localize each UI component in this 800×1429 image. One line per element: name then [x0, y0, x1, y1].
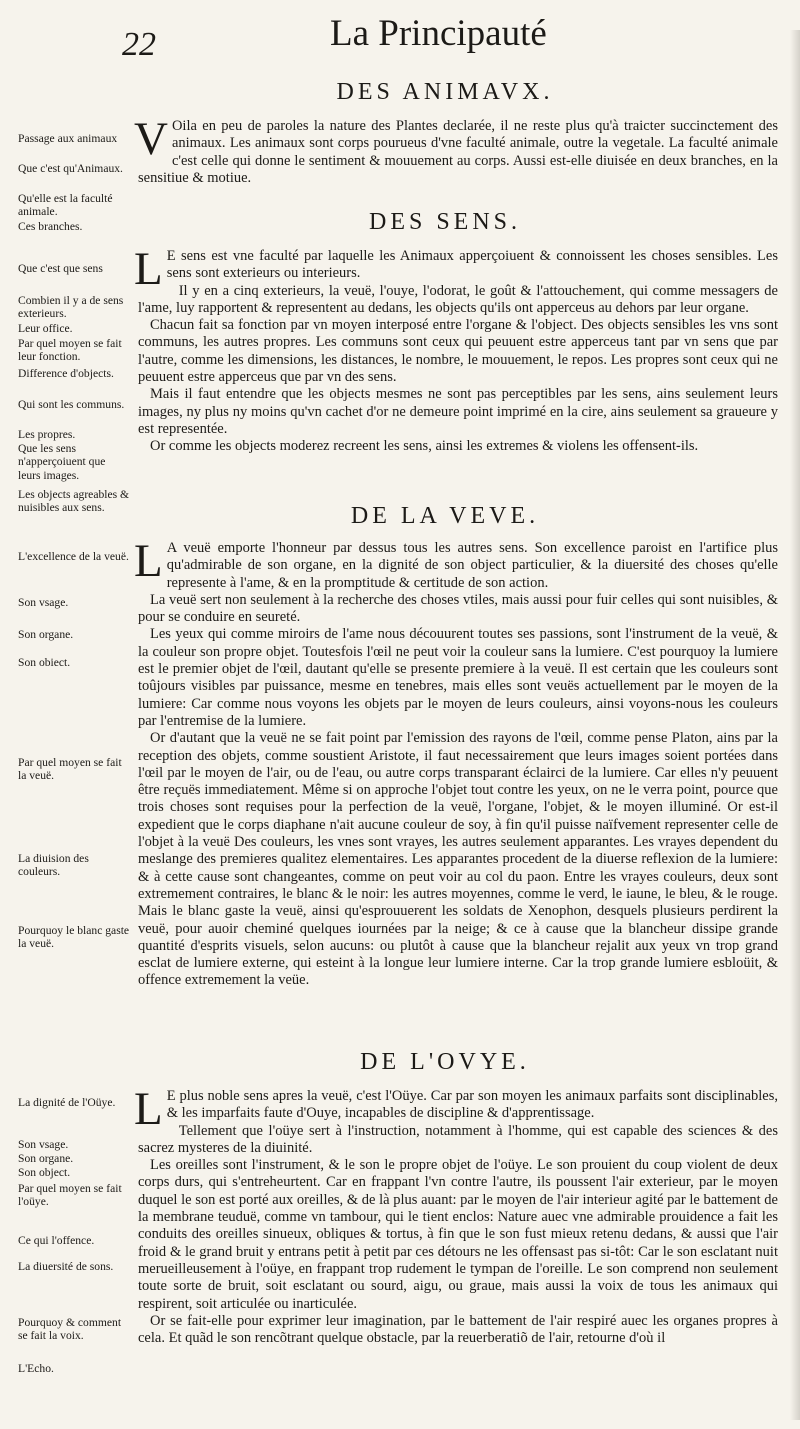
paragraph: V Oila en peu de paroles la nature des Plantes declarée, il ne reste plus qu'à traicter succinctement des animaux. Les animaux sont corps pourueus d'vne faculté animale, outre la vegetale. La faculté animale c'est celle qui donne le sentiment & mouuement au corps. Aussi est-elle diuisée en deux branches, en la sensitiue & motiue. [134, 113, 778, 186]
paragraph: Les oreilles sont l'instrument, & le son le propre objet de l'oüye. Le son prouient du coup violent de deux corps durs, qui s'entreheurtent. Car en frappant l'vn contre l'autre, ils poussent l'air exterieur, par le moyen duquel le son est porté aux oreilles, & de là plus auant: par le moyen de l'air interieur agité par le battement de la membrane teuduë, comme vn tambour, qui le tient enclos: Nature auec vne admirable prouidence a fait les conduits des oreilles sinueux, obliques & tortus, à fin que le son fust mieux retenu dedans, & aussi que l'air froid & le grand bruit y entrans petit à petit par ces détours ne les offensast pas si-tôt: Car le son esclatant nuit merueilleusement à l'oüye, en frappant trop rudement le tympan de l'oreille. Le son comprend non seulement toute sorte de bruit, soit esclatant ou sourd, aigu, ou graue, mais aussi la voix de tous les animaux qui respirent, soit articulée ou inarticulée. [138, 1157, 778, 1312]
page-number: 22 [122, 26, 156, 63]
margin-note: Par quel moyen se fait la veuë. [18, 756, 122, 783]
margin-note: La diuersité de sons. [18, 1260, 114, 1273]
margin-note: La dignité de l'Oüye. [18, 1096, 116, 1109]
margin-note: Que les sens n'apperçoiuent que leurs images. [18, 442, 106, 482]
margin-note: Leur office. [18, 322, 73, 335]
margin-note: Son organe. [18, 1152, 74, 1165]
margin-note: Qui sont les communs. [18, 398, 125, 411]
margin-note: Que c'est qu'Animaux. [18, 162, 123, 175]
margin-note: Ces branches. [18, 220, 83, 233]
paragraph: L A veuë emporte l'honneur par dessus tous les autres sens. Son excellence paroist en l'artifice plus qu'admirable de son organe, en la dignité de son object particulier, & la diuersité des choses qu'elle represente à l'ame, & en la promptitude & certitude de son action. [134, 535, 778, 591]
margin-note: L'excellence de la veuë. [18, 550, 129, 563]
paragraph: La veuë sert non seulement à la recherche des choses vtiles, mais aussi pour fuir celles qui sont nuisibles, & pour se conduire en seureté. [138, 591, 778, 626]
margin-note: Par quel moyen se fait leur fonction. [18, 337, 122, 364]
section-title-animaux: DES ANIMAVX. [336, 79, 554, 105]
margin-note: Combien il y a de sens exterieurs. [18, 294, 124, 321]
section-title-ouye: DE L'OVYE. [360, 1049, 530, 1075]
margin-note: Son object. [18, 1166, 71, 1179]
margin-note: Par quel moyen se fait l'oüye. [18, 1182, 122, 1209]
paragraph: L E plus noble sens apres la veuë, c'est l'Oüye. Car par son moyen les animaux parfaits sont disciplinables, & les imparfaits faute d'Ouye, incapables de discipline & d'apprentissage. [134, 1083, 778, 1135]
margin-note: Les objects agreables & nuisibles aux sens. [18, 488, 130, 515]
margin-note: Pourquoy le blanc gaste la veuë. [18, 924, 130, 951]
section-title-veue: DE LA VEVE. [350, 503, 540, 529]
margin-note: L'Echo. [18, 1362, 54, 1375]
section-title-sens: DES SENS. [368, 209, 522, 235]
drop-cap: L [134, 243, 163, 295]
margin-note: Son organe. [18, 628, 74, 641]
drop-cap: V [134, 113, 168, 165]
paragraph: Or se fait-elle pour exprimer leur imagination, par le battement de l'air respiré auec les organes propres à cela. Et quãd le son rencõtrant quelque obstacle, par la reuerberatiõ de l'air, retourne d'où il [138, 1312, 778, 1347]
paragraph: Mais il faut entendre que les objects mesmes ne sont pas perceptibles par les sens, ains seulement leurs images, ny plus ny moins qu'vn cachet d'or ne demeure point imprimé en la cire, ains seulement sa graueure y est representée. [138, 386, 778, 437]
margin-note: Son obiect. [18, 656, 71, 669]
paragraph: Il y en a cinq exterieurs, la veuë, l'ouye, l'odorat, le goût & l'attouchement, qui comme messagers de l'ame, luy rapportent & representent au dedans, les objects qu'ils ont apperceus au dehors par leur organe. [138, 282, 778, 316]
margin-note: Ce qui l'offence. [18, 1234, 95, 1247]
margin-note: Difference d'objects. [18, 367, 114, 380]
paragraph: Chacun fait sa fonction par vn moyen interposé entre l'organe & l'object. Des objects sensibles les vns sont communs, les autres propres. Les communs sont ceux qui peuuent estre apperceus tant par vn sens que par l'autre, comme les dimensions, les distances, le nombre, le mouuement, le repos. Les propres sont ceux qui ne peuuent estre apperceus que par vn des sens. [138, 317, 778, 386]
section-body-veue [134, 535, 778, 990]
margin-note: Son vsage. [18, 596, 69, 609]
drop-cap: L [134, 1083, 163, 1135]
margin-note: Son vsage. [18, 1138, 69, 1151]
section-body-ouye [134, 1083, 778, 1347]
section-body-animaux [134, 113, 778, 187]
paragraph: Or d'autant que la veuë ne se fait point par l'emission des rayons de l'œil, comme pense Platon, ains par la reception des objets, comme soustient Aristote, il faut necessairement que leurs images soient portées dans l'œil par le moyen de l'air, ou de l'eau, ou autre corps transparant éclairci de la lumiere. Car elles n'y peuuent être reçuës immediatement. Même si on approche l'objet tout contre les yeux, on ne le verra point, pource que trois choses sont requises pour la perfection de la veuë, l'organe, l'objet, & le moyen illuminé. Or est-il expedient que le corps diaphane n'ait aucune couleur de soy, à fin qu'il puisse naïfvement representer celle de l'objet à la veuë Des couleurs, les vnes sont vrayes, les autres seulement apparantes. Les vrayes dependent du meslange des premieres qualitez elementaires. Les apparantes procedent de la diuerse reflexion de la lumiere: & à cette cause sont changeantes, comme on peut voir au col du paon. Entre les vrayes couleurs, deux sont extremement contraires, le blanc & le noir: les autres moyennes, comme le verd, le iaune, le bleu, & le rouge. Mais le blanc gaste la veuë, ainsi qu'esprouuerent les soldats de Xenophon, desquels plusieurs perdirent la veuë, pour auoir cheminé quelques iournées par la neige; & ce à cause que la blancheur dissipe grande quantité d'esprits visuels, selon aucuns: ou plutôt à cause que la blancheur rejalit aux yeux vn trop grand esclat de lumiere externe, qui esteint à la longue leur lumiere interne. Car la trop grande lumiere esbloüit, & offence extremement la veüe. [138, 730, 778, 989]
paragraph: L E sens est vne faculté par laquelle les Animaux apperçoiuent & connoissent les choses sensibles. Les sens sont exterieurs ou interieurs. [134, 243, 778, 295]
margin-note: Pourquoy & comment se fait la voix. [18, 1316, 122, 1343]
margin-note: Passage aux animaux [18, 132, 118, 145]
paragraph: Or comme les objects moderez recreent les sens, ainsi les extremes & violens les offensent-ils. [150, 438, 699, 455]
paragraph: Tellement que l'oüye sert à l'instruction, notamment à l'homme, qui est capable des sciences & des sacrez mysteres de la diuinité. [138, 1122, 778, 1156]
paragraph: Les yeux qui comme miroirs de l'ame nous découurent toutes ses passions, sont l'instrument de la veuë, & la couleur son propre objet. Toutesfois l'œil ne peut voir la couleur sans la lumiere. C'est pourquoy la lumiere est le premier objet de l'œil, dautant qu'elle se presente premiere à la veuë. Il est certain que les couleurs sont toûjours visibles par puissance, mesme en tenebres, mais elles sont veuës actuellement par le moyen de la lumiere: Car comme nous voyons les objets par le moyen de leurs couleurs, ainsi voyons-nous les couleurs par l'entremise de la lumiere. [138, 626, 778, 729]
page-edge-shadow [790, 30, 800, 1420]
drop-cap: L [134, 535, 163, 587]
margin-note: La diuision des couleurs. [18, 852, 89, 879]
running-title: La Principauté [330, 13, 547, 54]
section-body-sens [134, 243, 778, 456]
margin-note: Qu'elle est la faculté animale. [18, 192, 113, 219]
margin-note: Que c'est que sens [18, 262, 103, 275]
margin-note: Les propres. [18, 428, 76, 441]
